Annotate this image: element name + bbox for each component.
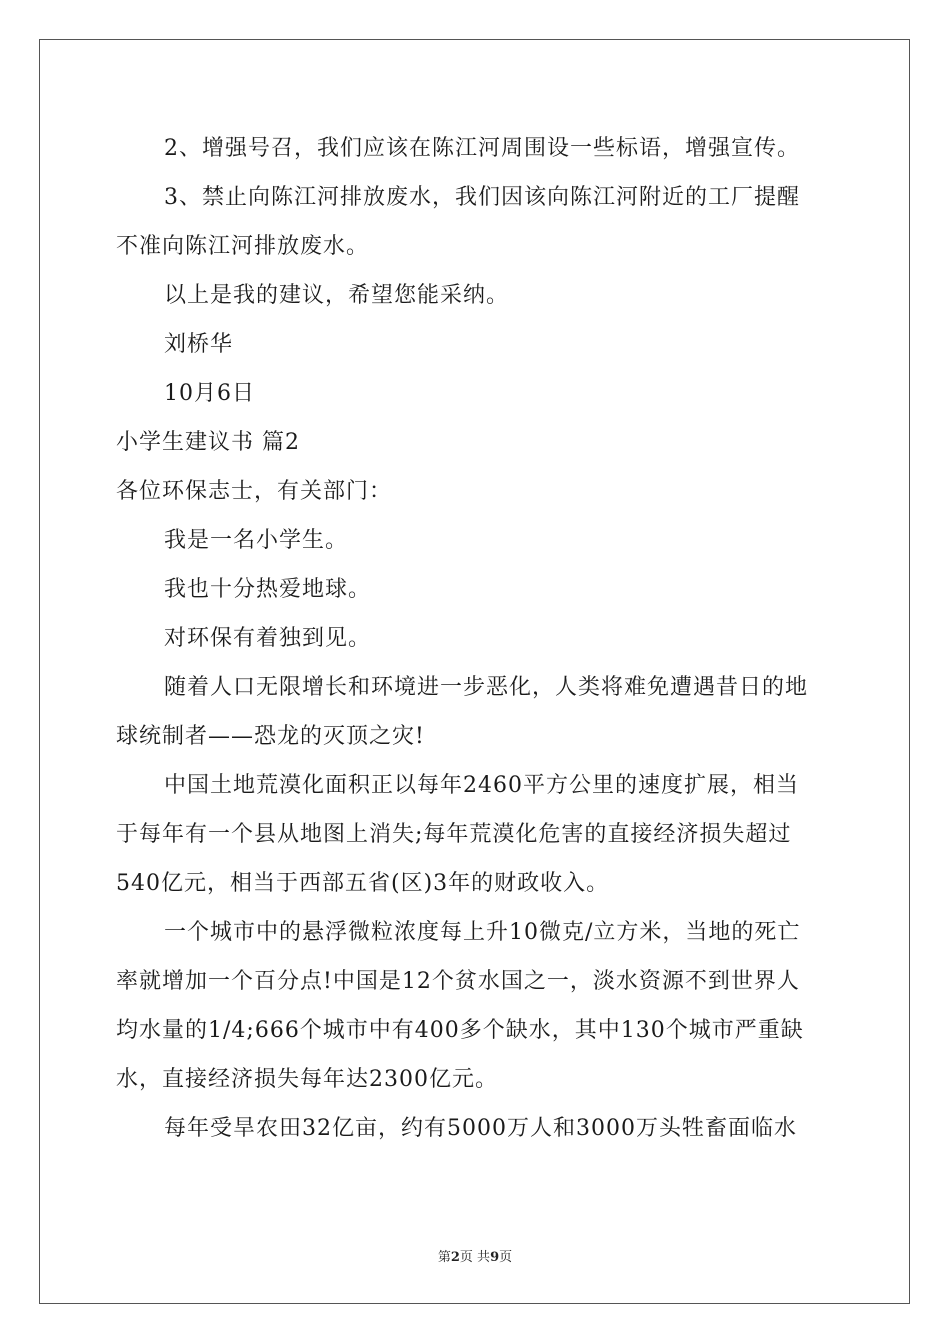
salutation: 各位环保志士，有关部门：	[116, 479, 393, 504]
section-title: 小学生建议书 篇2	[116, 430, 300, 455]
text-line: 3、禁止向陈江河排放废水，我们因该向陈江河附近的工厂提醒	[164, 185, 800, 210]
signature-date: 10月6日	[164, 381, 255, 406]
text-line: 一个城市中的悬浮微粒浓度每上升10微克/立方米，当地的死亡	[164, 920, 801, 945]
current-page-number: 2	[450, 1250, 460, 1265]
text-line: 中国土地荒漠化面积正以每年2460平方公里的速度扩展，相当	[164, 773, 799, 798]
text-line: 水，直接经济损失每年达2300亿元。	[116, 1067, 498, 1092]
document-body	[116, 124, 836, 1153]
text-line: 我是一名小学生。	[164, 528, 349, 553]
text-line: 每年受旱农田32亿亩，约有5000万人和3000万头牲畜面临水	[164, 1116, 797, 1141]
text-line: 均水量的1/4;666个城市中有400多个缺水，其中130个城市严重缺	[116, 1018, 804, 1043]
text-line: 于每年有一个县从地图上消失;每年荒漠化危害的直接经济损失超过	[116, 822, 792, 847]
page-suffix: 页	[499, 1250, 513, 1265]
page-prefix: 第	[437, 1250, 451, 1265]
text-line: 率就增加一个百分点!中国是12个贫水国之一，淡水资源不到世界人	[116, 969, 800, 994]
text-line: 2、增强号召，我们应该在陈江河周围设一些标语，增强宣传。	[164, 136, 800, 161]
text-line: 不准向陈江河排放废水。	[116, 234, 370, 259]
text-line: 球统制者——恐龙的灭顶之灾!	[116, 724, 425, 749]
total-pages-number: 9	[490, 1250, 500, 1265]
page-mid: 页 共	[459, 1250, 491, 1265]
text-line: 以上是我的建议，希望您能采纳。	[164, 283, 510, 308]
text-line: 对环保有着独到见。	[164, 626, 372, 651]
text-line: 540亿元，相当于西部五省(区)3年的财政收入。	[116, 871, 610, 896]
text-line: 我也十分热爱地球。	[164, 577, 372, 602]
text-line: 随着人口无限增长和环境进一步恶化，人类将难免遭遇昔日的地	[164, 675, 809, 700]
page-footer	[0, 1246, 950, 1265]
signature-name: 刘桥华	[164, 332, 234, 357]
